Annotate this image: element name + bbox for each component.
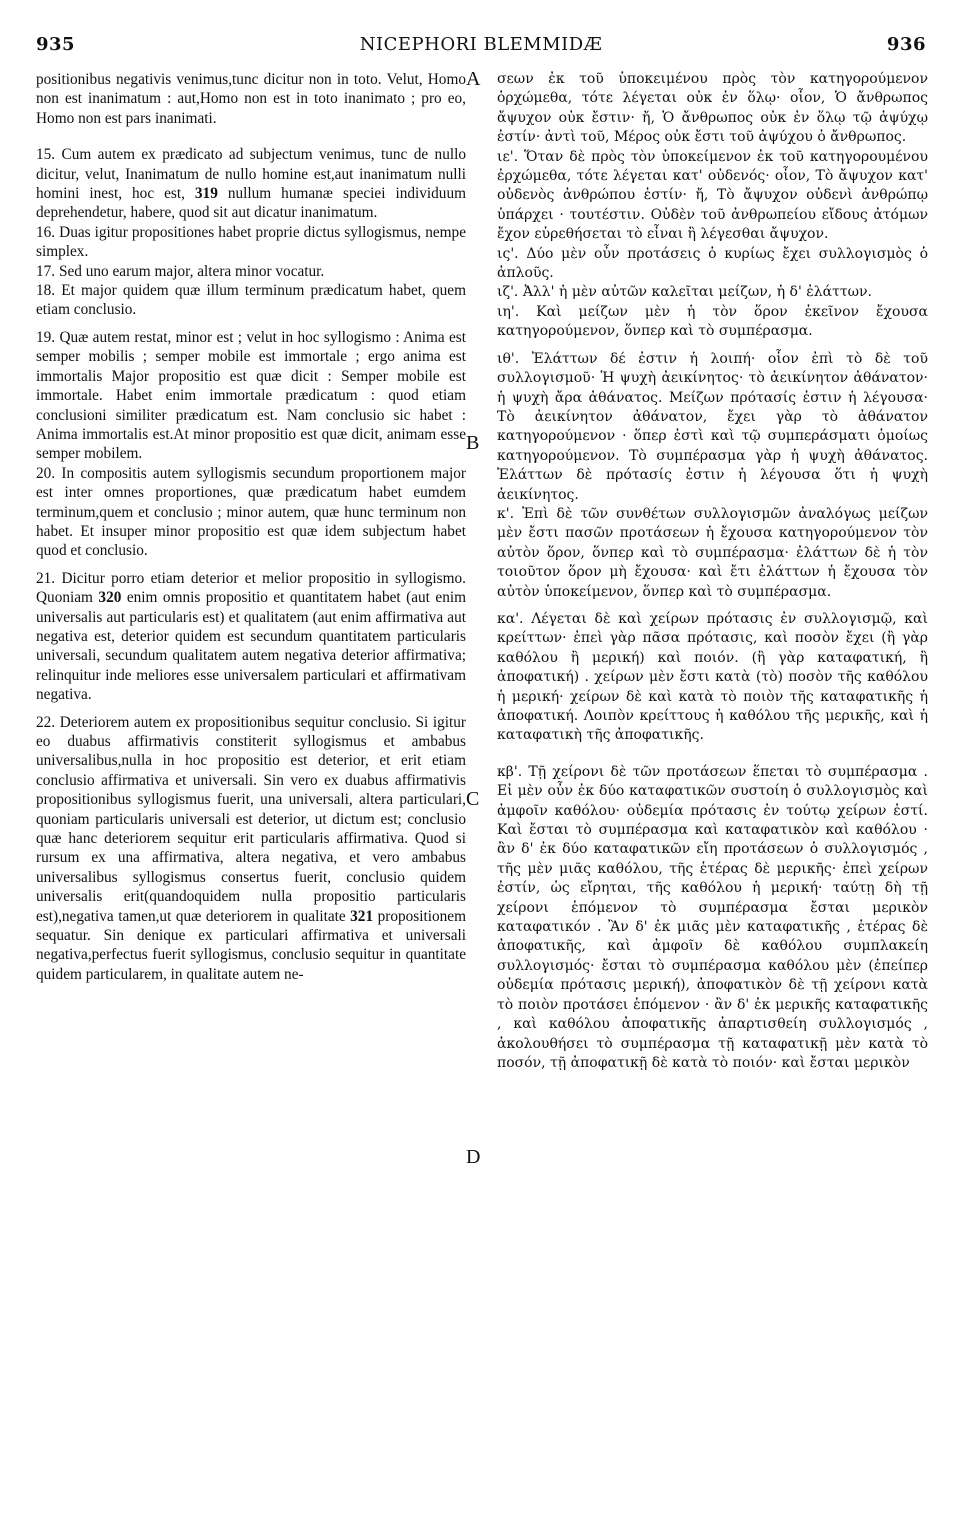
latin-paragraph: 22. Deteriorem autem ex propositionibus sequitur conclusio. Si igitur eo duabus affirmativis constiterit syllogismus et ambabus universalibus,nulla in hoc propositio est deterior, et erit etiam conclusio affirmativa et universali. Sin vero ex duabus affirmativis propositionibus syllogismus fuerit, una universali, altera particulari, quoniam particularis universali est deterior, ut dictum est; conclusio quæ hanc deteriorem sequitur erit particularis affirmativa. Quod si rursum ex una affirmativa, altera negativa, et vero ambabus universalibus syllogismus consertus fuerit, conclusio quidem universalis erit(quandoquidem nulla propositio particularis est),negativa tamen,ut quæ deteriorem in qualitate 321 propositionem sequatur. Sin denique ex particulari affirmativa et universali negativa,perfectus fuerit syllogismus, conclusio sequitur in quantitate quidem particularem, in qualitate autem ne- — [36, 713, 466, 983]
greek-paragraph: ιη'. Καὶ μείζων μὲν ἡ τὸν ὅρον ἐκεῖνον ἔχουσα κατηγορούμενον, ὅνπερ καὶ τὸ συμπέρασμα. — [497, 303, 928, 340]
latin-paragraph: positionibus negativis venimus,tunc dicitur non in toto. Velut, Homo non est inanimatum : aut,Homo non est in toto inanimato ; pro eo, Homo non est pars inanimati. — [36, 71, 466, 127]
margin-letter-b: B — [466, 432, 480, 454]
latin-paragraph: 21. Dicitur porro etiam deterior et melior propositio in syllogismo. Quoniam 320 enim omnis propositio et quantitatem habet (aut enim universalis aut particularis est) et qualitatem (aut enim affirmativa aut negativa est, deterior quidem est secundum quantitatem particularis universali, secundum qualitatem autem negativa deterior affirmativa; relinquitur inde meliores esse universalem particulari et affirmativam negativa. — [36, 569, 466, 704]
latin-paragraph: 19. Quæ autem restat, minor est ; velut in hoc syllogismo : Anima est semper mobilis ; semper mobile est immortale ; ergo anima est immortalis Major propositio est quæ dicit : Semper mobile est immortale. Habet enim immortale prædicatum : quod etiam conclusioni similiter prædicatum est. Nam conclusio sic habet : Anima immortalis est.At minor propositio est quæ dicit, animam esse semper mobilem. — [36, 328, 466, 463]
page-number-left: 935 — [36, 34, 76, 55]
greek-paragraph: ιθ'. Ἐλάττων δέ ἐστιν ἡ λοιπή· οἷον ἐπὶ τὸ δὲ τοῦ συλλογισμοῦ· Ἡ ψυχὴ ἀεικίνητος· τὸ ἀεικίνητον ἀθάνατον· ἡ ψυχὴ ἄρα ἀθάνατος. Μείζων πρότασίς ἐστιν ἡ λέγουσα· Τὸ ἀεικίνητον ἀθάνατον, ἔχει γὰρ τὸ ἀθάνατον κατηγορούμενον · ὅπερ ἐστὶ καὶ τῷ συμπεράσματι ὁμοίως κατηγορούμενον. Τὸ συμπέρασμα γὰρ ἡ ψυχὴ ἀθάνατος. Ἐλάττων δὲ πρότασίς ἐστιν ἡ λέγουσα ὅτι ἡ ψυχὴ ἀεικίνητος. — [497, 350, 928, 503]
latin-paragraph: 15. Cum autem ex prædicato ad subjectum venimus, tunc de nullo dicitur, velut, Inanimatum de nullo homine est,aut inanimatum nulli homini inest, hoc est, 319 nullum humanæ speciei individuum deprehendetur, habere, quod sit aut dicatur inanimatum. — [36, 146, 466, 222]
greek-paragraph: ις'. Δύο μὲν οὖν προτάσεις ὁ κυρίως ἔχει συλλογισμὸς ὁ ἁπλοῦς. — [497, 245, 928, 282]
greek-column — [497, 70, 928, 1073]
margin-letter-d: D — [466, 1146, 481, 1168]
latin-paragraph: 18. Et major quidem quæ illum terminum prædicatum habet, quem etiam conclusio. — [36, 282, 466, 319]
latin-paragraph: 16. Duas igitur propositiones habet proprie dictus syllogismus, nempe simplex. — [36, 223, 466, 261]
latin-paragraph: 17. Sed uno earum major, altera minor vocatur. — [36, 262, 325, 280]
greek-paragraph: ιε'. Ὅταν δὲ πρὸς τὸν ὑποκείμενον ἐκ τοῦ κατηγορουμένου ἐρχώμεθα, τότε λέγεται κατ' οὐδενός· οἷον, Τὸ ἄψυχον κατ' οὐδενὸς ἀνθρώπου ἐστίν· ἤ, Τὸ ἄψυχον οὐδενὶ ἀνθρώπῳ ὑπάρχει · τουτέστιν. Οὐδὲν τοῦ ἀνθρωπείου εἴδους ἀτόμων ἔχον εὑρεθήσεται τὸ εἶναι ἢ λέγεσθαι ἄψυχον. — [497, 148, 928, 243]
page-number-right: 936 — [886, 34, 926, 55]
column-number: 319 — [194, 185, 218, 203]
greek-paragraph: κ'. Ἐπὶ δὲ τῶν συνθέτων συλλογισμῶν ἀναλόγως μείζων μὲν ἔστι πασῶν προτάσεων ἡ ἔχουσα κατηγορούμενον τὸν αὐτὸν ὅρον, ὅνπερ καὶ τὸ συμπέρασμα· ἐλάττων δὲ ἡ τὸν τοιοῦτον ὅρον μὴ ἔχουσα· καὶ ἔτι ἐλάττων ἡ ἔχουσα τὸν αὐτὸν ὑποκείμενον, ὅνπερ καὶ τὸ συμπέρασμα. — [497, 505, 928, 600]
latin-column — [36, 70, 466, 984]
margin-letter-c: C — [466, 788, 480, 810]
column-number: 320 — [98, 589, 122, 607]
greek-paragraph: κα'. Λέγεται δὲ καὶ χείρων πρότασις ἐν συλλογισμῷ, καὶ κρείττων· ἐπεὶ γὰρ πᾶσα πρότασις, καὶ ποσὸν ἔχει (ἢ γὰρ καθόλου ἢ μερική) καὶ ποιόν. (ἢ γὰρ καταφατική, ἢ ἀποφατική) . χείρων μὲν ἔστι κατὰ (τὸ) ποσὸν τῆς καθόλου ἡ μερική· χείρων δὲ καὶ κατὰ τὸ ποιὸν τῆς καταφατικῆς ἡ ἀποφατική. Λοιπὸν κρείττους ἡ καθόλου τῆς μερικῆς, καὶ ἡ καταφατικὴ τῆς ἀποφατικῆς. — [497, 610, 928, 744]
page-header — [36, 34, 926, 64]
greek-paragraph: κβ'. Τῇ χείρονι δὲ τῶν προτάσεων ἕπεται τὸ συμπέρασμα . Εἰ μὲν οὖν ἐκ δύο καταφατικῶν συστοίη ὁ συλλογισμὸς καὶ ἀμφοῖν καθόλου· οὐδεμία πρότασις ἐν τούτῳ χείρων ἐστί. Καὶ ἔσται τὸ συμπέρασμα καὶ καταφατικὸν καὶ καθόλου · ἂν δ' ἐκ δύο καταφατικῶν εἴη προτάσεων ὁ συλλογισμός , τῆς μὲν μιᾶς καθόλου, τῆς ἑτέρας δὲ μερικῆς· ἐπεὶ χείρων ἐστίν, ὡς εἴρηται, τῆς καθόλου ἡ μερική· ταύτῃ δὴ τῇ χείρονι ἑπόμενον τὸ συμπέρασμα ἔσται μερικὸν καταφατικόν . Ἂν δ' ἐκ μιᾶς μὲν καταφατικῆς , ἑτέρας δὲ ἀποφατικῆς, καὶ ἀμφοῖν δὲ καθόλου συμπλακείη συλλογισμός· ἔσται τὸ συμπέρασμα καθόλου μὲν (ἐπείπερ οὐδεμία πρότασις μερική), ἀποφατικὸν δὲ τῇ χείρονι κατὰ τὸ ποιὸν προτάσει ἑπόμενον · ἂν δ' ἐκ μερικῆς καταφατικῆς , καὶ καθόλου ἀποφατικῆς ἀπαρτισθείη συλλογισμός , ἀκολουθήσει τὸ συμπέρασμα τῇ καταφατικῇ μὲν κατὰ τὸ ποσόν, τῇ ἀποφατικῇ δὲ κατὰ τὸ ποιόν· καὶ ἔσται μερικὸν — [497, 763, 928, 1071]
greek-paragraph: ιζ'. Ἀλλ' ἡ μὲν αὐτῶν καλεῖται μείζων, ἡ δ' ἐλάττων. — [497, 284, 872, 301]
margin-letter-a: A — [466, 68, 481, 90]
running-title: NICEPHORI BLEMMIDÆ — [359, 34, 603, 55]
column-number: 321 — [350, 907, 374, 925]
latin-paragraph: 20. In compositis autem syllogismis secundum proportionem major est inter omnes proportiones, quæ prædicatum habet eumdem terminum,quem et conclusio ; minor autem, quæ hunc terminum non habet. Et insuper minor propositio est quæ idem subjectum habet quod et conclusio. — [36, 464, 466, 560]
greek-paragraph: σεων ἐκ τοῦ ὑποκειμένου πρὸς τὸν κατηγορούμενον ὁρχώμεθα, τότε λέγεται οὐκ ἐν ὅλῳ· οἷον, Ὁ ἄνθρωπος ἄψυχον οὐκ ἔστιν· ἤ, Ὁ ἄνθρωπος οὐκ ἐν ὅλῳ τῷ ἀψύχῳ ἐστίν· ἀντὶ τοῦ, Μέρος οὐκ ἔστι τοῦ ἀψύχου ὁ ἄνθρωπος. — [497, 71, 928, 146]
